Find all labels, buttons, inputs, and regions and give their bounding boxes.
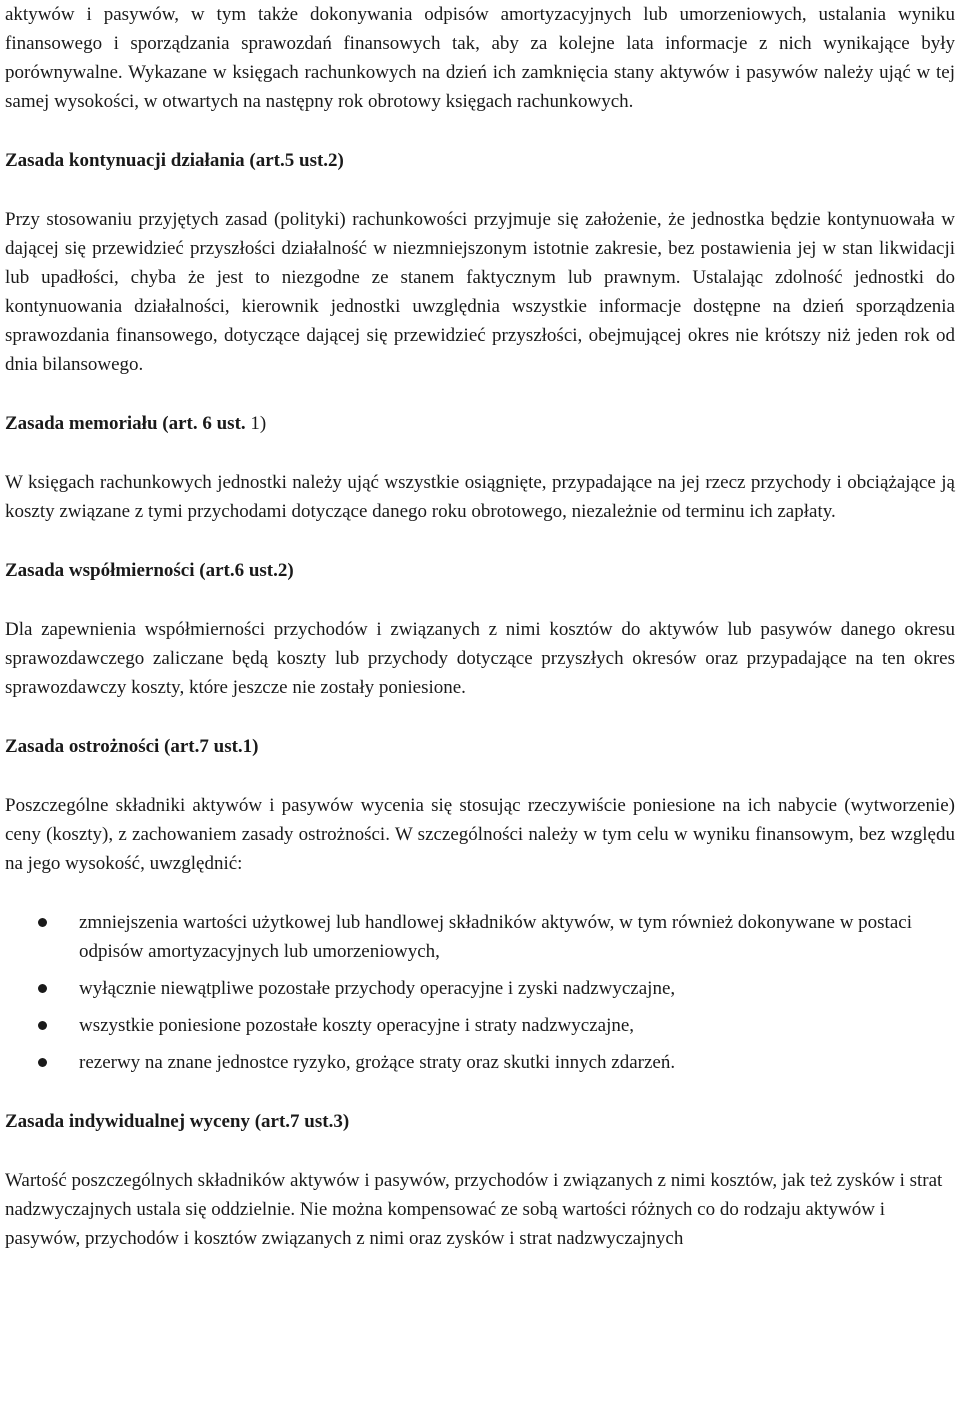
paragraph-kontynuacja: Przy stosowaniu przyjętych zasad (polityki) rachunkowości przyjmuje się założenie, że jednostka będzie kontynuowała w dającej się przewidzieć przyszłości działalność w niezmniejszonym istotnie zakresie, bez postawienia jej w stan likwidacji lub upadłości, chyba że jest to niezgodne ze stanem faktycznym lub prawnym. Ustalając zdolność jednostki do kontynuowania działalności, kierownik jednostki uwzględnia wszystkie informacje dostępne na dzień sporządzenia sprawozdania finansowego, dotyczące dającej się przewidzieć przyszłości, obejmującej okres nie krótszy niż jeden rok od dnia bilansowego. [5,209,955,375]
paragraph-wspolmiernosc: Dla zapewnienia współmierności przychodów i związanych z nimi kosztów do aktywów lub pasywów danego okresu sprawozdawczego zaliczane będą koszty lub przychody dotyczące przyszłych okresów oraz przypadające na ten okres sprawozdawczy koszty, które jeszcze nie zostały poniesione. [5,619,955,698]
heading-indywidualna: Zasada indywidualnej wyceny (art.7 ust.3) [5,1111,350,1132]
ostroznosc-bullet-list [5,908,955,1077]
intro-paragraph: aktywów i pasywów, w tym także dokonywania odpisów amortyzacyjnych lub umorzeniowych, ustalania wyniku finansowego i sporządzania sprawozdań finansowych tak, aby za kolejne lata informacje z nich wynikające były porównywalne. Wykazane w księgach rachunkowych na dzień ich zamknięcia stany aktywów i pasywów należy ująć w tej samej wysokości, w otwartych na następny rok obrotowy księgach rachunkowych. [5,4,955,112]
heading-kontynuacja: Zasada kontynuacji działania (art.5 ust.2) [5,150,344,171]
document-page [5,0,955,1253]
heading-memorial-main: Zasada memoriału (art. 6 ust. [5,413,246,434]
list-item: rezerwy na znane jednostce ryzyko, grożące straty oraz skutki innych zdarzeń. [5,1048,955,1077]
heading-memorial [5,409,955,438]
paragraph-indywidualna: Wartość poszczególnych składników aktywów i pasywów, przychodów i związanych z nimi kosztów, jak też zysków i strat nadzwyczajnych ustala się oddzielnie. Nie można kompensować ze sobą wartości różnych co do rodzaju aktywów i pasywów, przychodów i kosztów związanych z nimi oraz zysków i strat nadzwyczajnych [5,1170,943,1249]
heading-memorial-tail: 1) [245,413,267,434]
paragraph-ostroznosc: Poszczególne składniki aktywów i pasywów wycenia się stosując rzeczywiście poniesione na ich nabycie (wytworzenie) ceny (koszty), z zachowaniem zasady ostrożności. W szczególności należy w tym celu w wyniku finansowym, bez względu na jego wysokość, uwzględnić: [5,795,955,874]
list-item: wyłącznie niewątpliwe pozostałe przychody operacyjne i zyski nadzwyczajne, [5,974,955,1003]
heading-ostroznosc: Zasada ostrożności (art.7 ust.1) [5,736,259,757]
paragraph-memorial: W księgach rachunkowych jednostki należy ująć wszystkie osiągnięte, przypadające na jej rzecz przychody i obciążające ją koszty związane z tymi przychodami dotyczące danego roku obrotowego, niezależnie od terminu ich zapłaty. [5,472,955,522]
heading-wspolmiernosc: Zasada współmierności (art.6 ust.2) [5,560,294,581]
list-item: zmniejszenia wartości użytkowej lub handlowej składników aktywów, w tym również dokonywane w postaci odpisów amortyzacyjnych lub umorzeniowych, [5,908,955,966]
list-item: wszystkie poniesione pozostałe koszty operacyjne i straty nadzwyczajne, [5,1011,955,1040]
